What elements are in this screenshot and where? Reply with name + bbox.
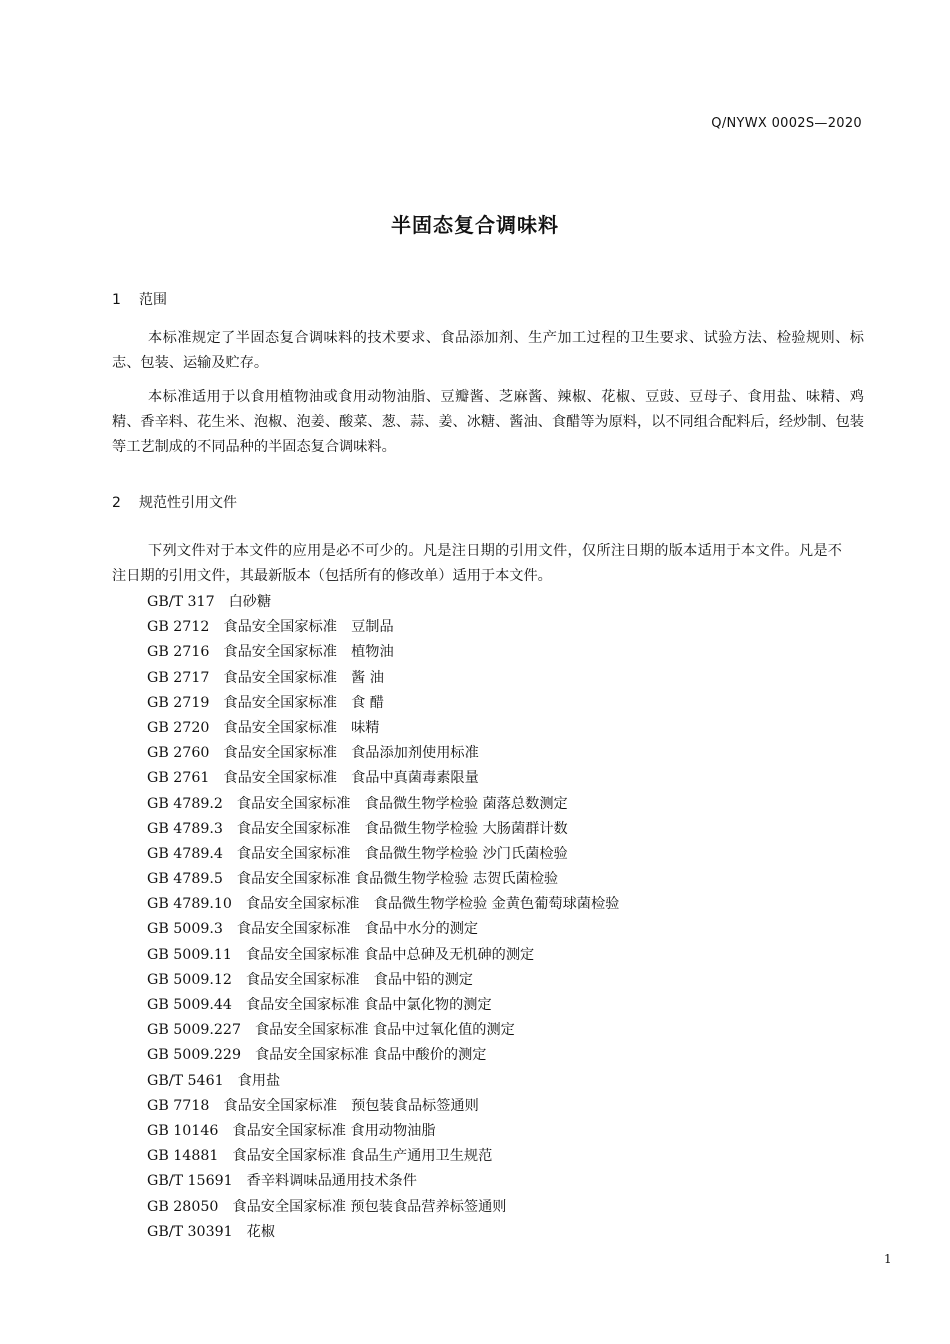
reference-code: GB 2720 bbox=[147, 719, 210, 736]
reference-title: 食品安全国家标准 豆制品 bbox=[223, 619, 394, 636]
document-title: 半固态复合调味料 bbox=[391, 213, 559, 237]
reference-item bbox=[147, 1094, 619, 1119]
reference-item bbox=[147, 640, 619, 665]
reference-title: 食品安全国家标准 食品中氯化物的测定 bbox=[245, 997, 492, 1013]
standard-code: Q/NYWX 0002S—2020 bbox=[711, 116, 862, 131]
reference-code: GB 2717 bbox=[147, 669, 210, 686]
reference-title: 食品安全国家标准 食品微生物学检验 金黄色葡萄球菌检验 bbox=[245, 896, 620, 913]
reference-code: GB 5009.3 bbox=[147, 921, 223, 938]
page-number: 1 bbox=[884, 1252, 892, 1266]
reference-title: 食品安全国家标准 食 醋 bbox=[223, 694, 384, 711]
reference-item bbox=[147, 842, 619, 867]
reference-title: 食品安全国家标准 食用动物油脂 bbox=[232, 1122, 436, 1139]
reference-item bbox=[147, 892, 619, 917]
reference-item bbox=[147, 1069, 619, 1094]
reference-item bbox=[147, 792, 619, 817]
reference-title: 食品安全国家标准 食品中酸价的测定 bbox=[254, 1047, 487, 1064]
reference-title: 食用盐 bbox=[237, 1072, 281, 1089]
reference-code: GB/T 15691 bbox=[147, 1173, 233, 1190]
reference-title: 食品安全国家标准 食品中水分的测定 bbox=[236, 921, 479, 938]
reference-title: 食品安全国家标准 食品微生物学检验 沙门氏菌检验 bbox=[236, 845, 568, 862]
reference-list bbox=[147, 590, 619, 1245]
reference-item bbox=[147, 993, 619, 1018]
reference-title: 食品安全国家标准 食品中总砷及无机砷的测定 bbox=[245, 946, 535, 963]
section-title: 规范性引用文件 bbox=[139, 495, 237, 511]
reference-title: 食品安全国家标准 食品生产通用卫生规范 bbox=[232, 1148, 493, 1165]
scope-paragraph: 本标准适用于以食用植物油或食用动物油脂、豆瓣酱、芝麻酱、辣椒、花椒、豆豉、豆母子、食用盐、味精、鸡精、香辛料、花生米、泡椒、泡姜、酸菜、葱、蒜、姜、冰糖、酱油、食醋等为原料，以不同组合配料后，经炒制、包装等工艺制成的不同品种的半固态复合调味料。 bbox=[112, 389, 864, 455]
reference-item bbox=[147, 1169, 619, 1194]
reference-item bbox=[147, 716, 619, 741]
section-number: 1 bbox=[112, 292, 121, 308]
reference-code: GB 2761 bbox=[147, 770, 210, 787]
reference-title: 食品安全国家标准 酱 油 bbox=[223, 669, 384, 686]
reference-item bbox=[147, 766, 619, 791]
reference-code: GB/T 5461 bbox=[147, 1072, 224, 1089]
reference-item bbox=[147, 1018, 619, 1043]
reference-code: GB 2712 bbox=[147, 619, 210, 636]
reference-title: 香辛料调味品通用技术条件 bbox=[246, 1173, 417, 1190]
reference-item bbox=[147, 615, 619, 640]
reference-item bbox=[147, 666, 619, 691]
reference-code: GB 7718 bbox=[147, 1097, 210, 1114]
reference-code: GB 4789.3 bbox=[147, 820, 223, 837]
reference-title: 白砂糖 bbox=[228, 594, 272, 610]
reference-item bbox=[147, 917, 619, 942]
reference-code: GB/T 317 bbox=[147, 594, 215, 610]
reference-code: GB 4789.4 bbox=[147, 845, 223, 862]
reference-item bbox=[147, 691, 619, 716]
reference-item bbox=[147, 1220, 619, 1245]
reference-title: 食品安全国家标准 植物油 bbox=[223, 644, 394, 661]
reference-code: GB 4789.10 bbox=[147, 896, 232, 913]
reference-title: 食品安全国家标准 食品微生物学检验 大肠菌群计数 bbox=[236, 820, 568, 837]
reference-code: GB/T 30391 bbox=[147, 1223, 233, 1240]
section-heading-scope bbox=[112, 289, 167, 309]
section-title: 范围 bbox=[139, 292, 167, 308]
reference-title: 食品安全国家标准 预包装食品营养标签通则 bbox=[232, 1198, 507, 1215]
reference-title: 食品安全国家标准 食品微生物学检验 菌落总数测定 bbox=[236, 795, 568, 812]
references-intro-paragraph: 下列文件对于本文件的应用是必不可少的。凡是注日期的引用文件，仅所注日期的版本适用于本文件。凡是不注日期的引用文件，其最新版本（包括所有的修改单）适用于本文件。 bbox=[112, 543, 842, 584]
reference-title: 食品安全国家标准 食品中过氧化值的测定 bbox=[254, 1022, 515, 1039]
reference-item bbox=[147, 968, 619, 993]
reference-code: GB 28050 bbox=[147, 1198, 219, 1215]
reference-code: GB 4789.2 bbox=[147, 795, 223, 812]
section-number: 2 bbox=[112, 495, 121, 511]
reference-code: GB 5009.12 bbox=[147, 971, 232, 988]
reference-title: 食品安全国家标准 食品微生物学检验 志贺氏菌检验 bbox=[236, 871, 559, 888]
reference-item bbox=[147, 741, 619, 766]
reference-code: GB 5009.11 bbox=[147, 946, 232, 963]
reference-code: GB 14881 bbox=[147, 1148, 219, 1165]
reference-title: 食品安全国家标准 预包装食品标签通则 bbox=[223, 1097, 479, 1114]
reference-item bbox=[147, 1144, 619, 1169]
reference-title: 食品安全国家标准 食品添加剂使用标准 bbox=[223, 745, 479, 762]
reference-code: GB 2719 bbox=[147, 694, 210, 711]
reference-code: GB 10146 bbox=[147, 1122, 219, 1139]
reference-code: GB 2716 bbox=[147, 644, 210, 661]
reference-item bbox=[147, 1195, 619, 1220]
reference-item bbox=[147, 817, 619, 842]
reference-code: GB 4789.5 bbox=[147, 871, 223, 888]
reference-code: GB 2760 bbox=[147, 745, 210, 762]
reference-title: 食品安全国家标准 味精 bbox=[223, 719, 380, 736]
reference-title: 食品安全国家标准 食品中真菌毒素限量 bbox=[223, 770, 479, 787]
reference-code: GB 5009.229 bbox=[147, 1047, 241, 1064]
reference-item bbox=[147, 943, 619, 968]
scope-paragraph: 本标准规定了半固态复合调味料的技术要求、食品添加剂、生产加工过程的卫生要求、试验方法、检验规则、标志、包装、运输及贮存。 bbox=[112, 330, 864, 371]
reference-title: 食品安全国家标准 食品中铅的测定 bbox=[245, 971, 473, 988]
reference-title: 花椒 bbox=[246, 1223, 276, 1240]
reference-item bbox=[147, 867, 619, 892]
reference-code: GB 5009.44 bbox=[147, 997, 232, 1013]
reference-item bbox=[147, 1119, 619, 1144]
reference-item bbox=[147, 590, 619, 615]
section-heading-normative-references bbox=[112, 492, 237, 512]
reference-item bbox=[147, 1043, 619, 1068]
reference-code: GB 5009.227 bbox=[147, 1022, 241, 1039]
